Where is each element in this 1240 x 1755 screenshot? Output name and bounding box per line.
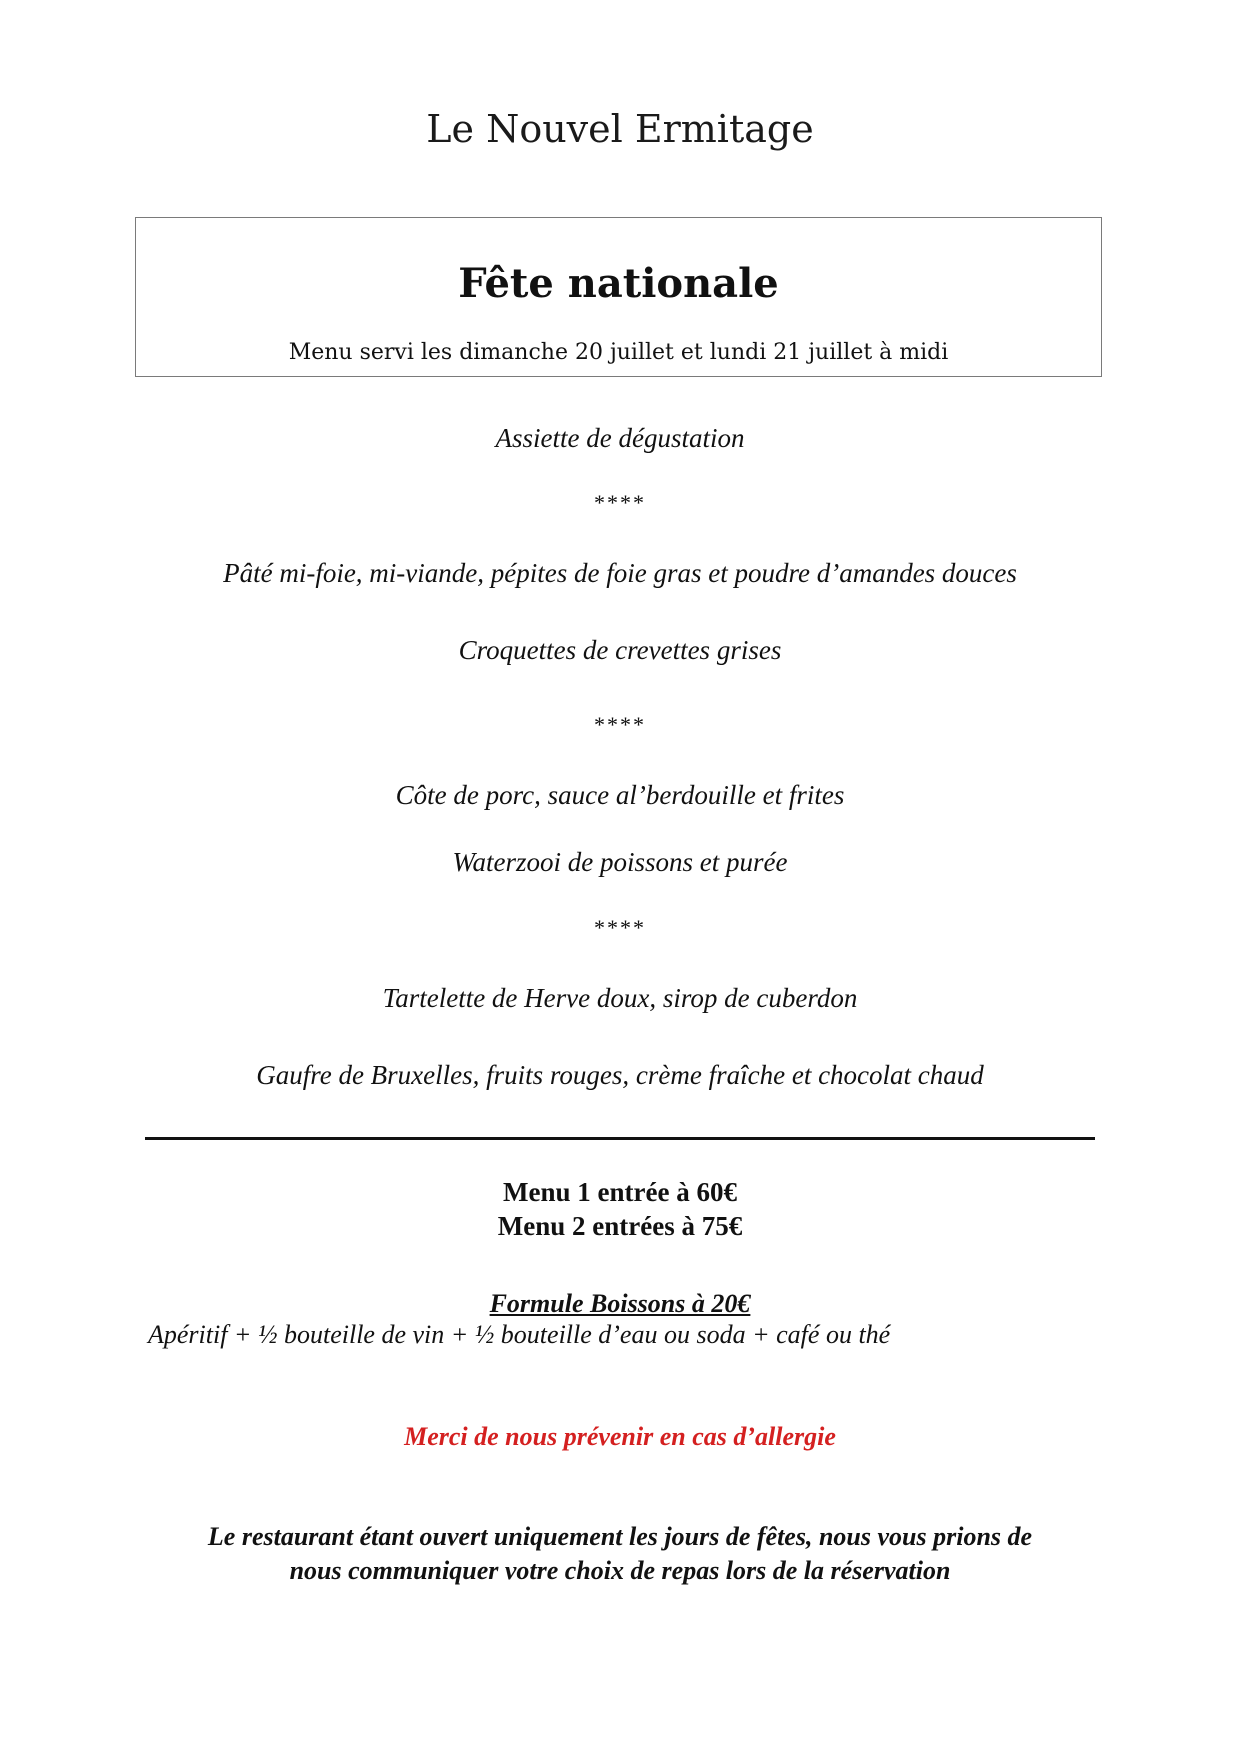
dish-assiette-degustation: Assiette de dégustation bbox=[495, 423, 745, 453]
dish-cote-de-porc: Côte de porc, sauce al’berdouille et frites bbox=[395, 780, 845, 810]
dish-gaufre: Gaufre de Bruxelles, fruits rouges, crème fraîche et chocolat chaud bbox=[256, 1060, 984, 1090]
allergy-notice: Merci de nous prévenir en cas d’allergie bbox=[404, 1422, 836, 1451]
divider-line bbox=[145, 1137, 1095, 1140]
dish-croquettes: Croquettes de crevettes grises bbox=[458, 635, 782, 665]
event-title: Fête nationale bbox=[458, 260, 779, 307]
course-separator: **** bbox=[594, 490, 646, 515]
reservation-notice-line-2: nous communiquer votre choix de repas lors de la réservation bbox=[289, 1556, 951, 1585]
reservation-notice-line-1: Le restaurant étant ouvert uniquement les jours de fêtes, nous vous prions de bbox=[207, 1522, 1033, 1551]
course-separator: **** bbox=[594, 712, 646, 737]
drinks-formula-title: Formule Boissons à 20€ bbox=[489, 1289, 751, 1318]
dish-tartelette: Tartelette de Herve doux, sirop de cuberdon bbox=[382, 983, 858, 1013]
event-subtitle: Menu servi les dimanche 20 juillet et lundi 21 juillet à midi bbox=[288, 340, 949, 365]
dish-waterzooi: Waterzooi de poissons et purée bbox=[452, 847, 788, 877]
dish-pate: Pâté mi-foie, mi-viande, pépites de foie gras et poudre d’amandes douces bbox=[223, 558, 1017, 588]
price-menu-1: Menu 1 entrée à 60€ bbox=[503, 1177, 737, 1207]
title-box bbox=[135, 217, 1102, 377]
price-menu-2: Menu 2 entrées à 75€ bbox=[497, 1211, 743, 1241]
drinks-formula-detail: Apéritif + ½ bouteille de vin + ½ bouteille d’eau ou soda + café ou thé bbox=[148, 1320, 891, 1349]
restaurant-name: Le Nouvel Ermitage bbox=[426, 107, 814, 151]
course-separator: **** bbox=[594, 915, 646, 940]
